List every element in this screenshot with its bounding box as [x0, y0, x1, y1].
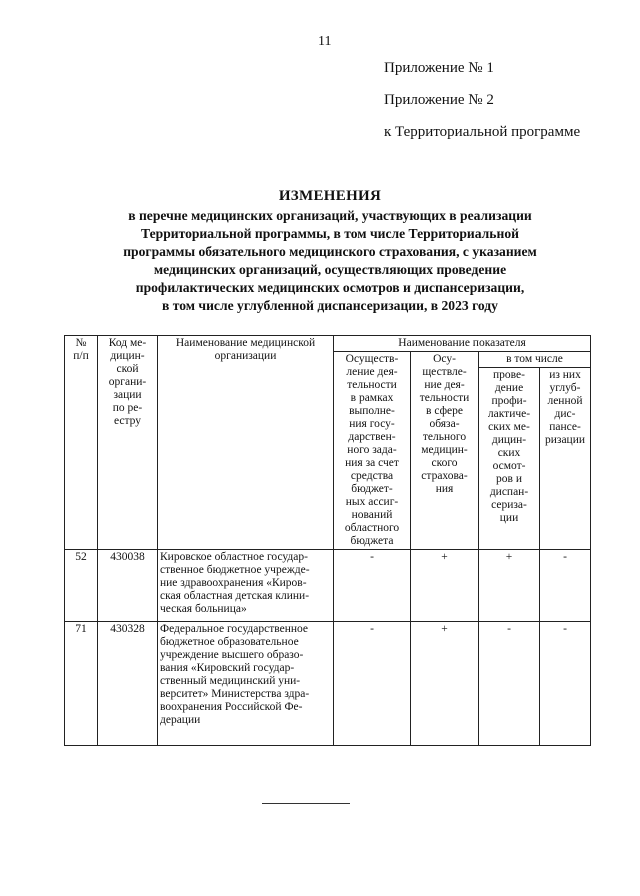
cell-num: 71 [65, 622, 98, 746]
header-code: Код ме- дицин- ской органи- зации по ре- естру [98, 336, 158, 550]
cell-code: 430038 [98, 550, 158, 622]
subtitle-line: программы обязательного медицинского страхования, с указанием [123, 244, 537, 259]
subtitle-line: в том числе углубленной диспансеризации, в 2023 году [162, 298, 498, 313]
subtitle-line: медицинских организаций, осуществляющих проведение [153, 262, 507, 277]
closing-rule [262, 803, 350, 804]
cell-org-name: Федеральное государственное бюджетное образовательное учреждение высшего образо- вания «Кировский государ- ственный медицинский уни- верситет» Министерства здра- воохранения Российской Фе- дерации [158, 622, 334, 746]
cell-budget: - [334, 622, 411, 746]
document-subtitle [80, 207, 580, 315]
header-budget: Осуществ- ление дея- тельности в рамках выполне- ния госу- дарствен- ного зада- ния за счет средства бюджет- ных ассиг- нований областного бюджета [334, 352, 411, 550]
subtitle-line: профилактических медицинских осмотров и диспансеризации, [135, 280, 525, 295]
cell-budget: - [334, 550, 411, 622]
cell-org-name: Кировское областное государ- ственное бюджетное учрежде- ние здравоохранения «Киров- ская областная детская клини- ческая больница» [158, 550, 334, 622]
cell-deep: - [540, 550, 591, 622]
header-oms: Осу- ществле- ние дея- тельности в сфере обяза- тельного медицин- ского страхова- ния [411, 352, 479, 550]
cell-prof: + [479, 550, 540, 622]
table-row [65, 550, 591, 622]
subtitle-line: Территориальной программы, в том числе Территориальной [141, 226, 519, 241]
header-deep: из них углуб- ленной дис- пансе- ризации [540, 368, 591, 550]
header-num: № п/п [65, 336, 98, 550]
page-number: 11 [318, 34, 332, 49]
cell-oms: + [411, 550, 479, 622]
cell-num: 52 [65, 550, 98, 622]
header-including: в том числе [479, 352, 591, 368]
table-row [65, 622, 591, 746]
header-prof: прове- дение профи- лактиче- ских ме- дицин- ских осмот- ров и диспан- сериза- ции [479, 368, 540, 550]
subtitle-line: в перечне медицинских организаций, участвующих в реализации [128, 208, 532, 223]
organizations-table [64, 335, 591, 746]
appendix-line-3: к Территориальной программе [384, 124, 581, 140]
cell-deep: - [540, 622, 591, 746]
cell-oms: + [411, 622, 479, 746]
cell-prof: - [479, 622, 540, 746]
header-indicator: Наименование показателя [334, 336, 591, 352]
header-org-name: Наименование медицинской организации [158, 336, 334, 550]
document-title: ИЗМЕНЕНИЯ [278, 188, 382, 204]
cell-code: 430328 [98, 622, 158, 746]
appendix-line-1: Приложение № 1 [384, 60, 494, 76]
appendix-line-2: Приложение № 2 [384, 92, 494, 108]
